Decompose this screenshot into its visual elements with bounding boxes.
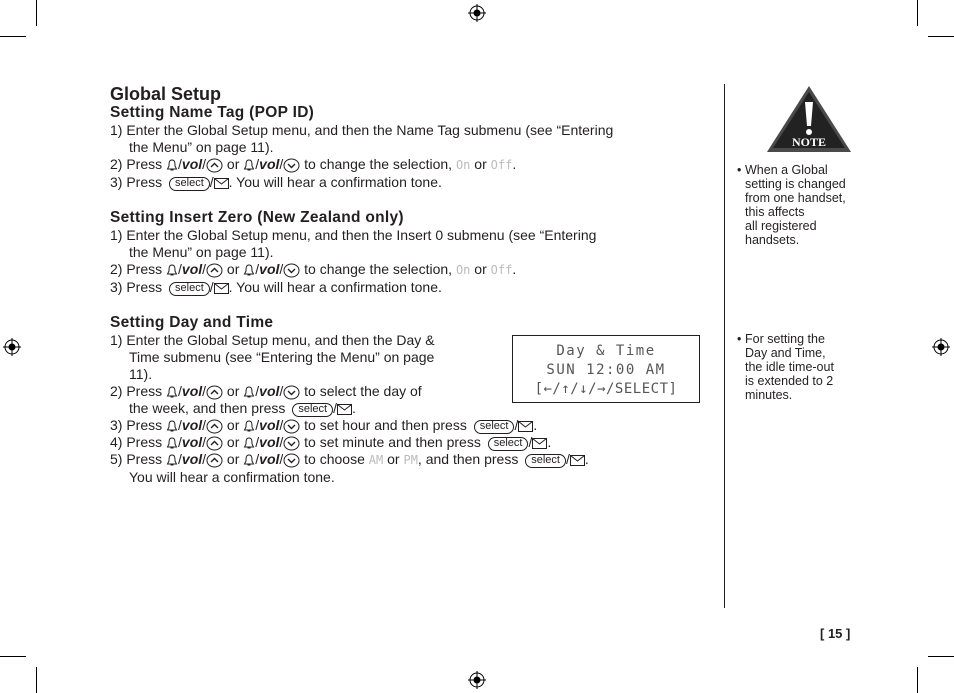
ringer-icon	[243, 264, 255, 277]
select-key-icon: select	[169, 177, 210, 191]
lcd-line: Day & Time	[556, 343, 656, 359]
page-title: Global Setup	[110, 84, 222, 104]
lcd-line: SUN 12:00 AM	[546, 362, 666, 378]
envelope-icon	[570, 455, 585, 466]
step-text: the Menu” on page 11).	[129, 244, 274, 260]
select-key-icon: select	[525, 454, 566, 468]
step-text: 11).	[129, 366, 153, 382]
ringer-icon	[243, 437, 255, 450]
step-text: 1) Enter the Global Setup menu, and then the Name Tag submenu (see “Entering	[110, 122, 614, 138]
up-arrow-button-icon	[206, 385, 223, 400]
envelope-icon	[532, 438, 547, 449]
envelope-icon	[214, 283, 229, 294]
svg-text:NOTE: NOTE	[791, 135, 827, 149]
step-text: the Menu” on page 11).	[129, 139, 274, 155]
main-content	[110, 84, 710, 486]
registration-mark-icon	[468, 4, 486, 22]
step-press-line: 2) Press /vol/ or /vol/ to change the selection, On or Off.	[110, 261, 517, 277]
down-arrow-button-icon	[283, 419, 300, 434]
step-press-line: 3) Press /vol/ or /vol/ to set hour and then press select / .	[110, 417, 538, 433]
ringer-icon	[166, 437, 178, 450]
note-bullet: • When a Global setting is changed from one handset, this affects all registered handsets.	[737, 163, 846, 247]
section-heading-day-time: Setting Day and Time	[110, 314, 274, 331]
step-press-line: 3) Press select / . You will hear a confirmation tone.	[110, 174, 442, 190]
up-arrow-button-icon	[206, 158, 223, 173]
envelope-icon	[518, 421, 533, 432]
ringer-icon	[166, 454, 178, 467]
step-text: Time submenu (see “Entering the Menu” on page	[129, 349, 435, 365]
step-text: 1) Enter the Global Setup menu, and then the Insert 0 submenu (see “Entering	[110, 227, 597, 243]
crop-mark	[928, 36, 954, 37]
step-press-line: the week, and then press select / .	[129, 400, 356, 416]
down-arrow-button-icon	[283, 263, 300, 278]
down-arrow-button-icon	[283, 385, 300, 400]
column-divider	[724, 84, 725, 608]
crop-mark	[36, 667, 37, 693]
step-text: You will hear a confirmation tone.	[129, 469, 335, 485]
select-key-icon: select	[292, 403, 333, 417]
ringer-icon	[243, 159, 255, 172]
lcd-display	[512, 335, 700, 403]
step-press-line: 3) Press select / . You will hear a confirmation tone.	[110, 279, 442, 295]
up-arrow-button-icon	[206, 453, 223, 468]
crop-mark	[928, 656, 954, 657]
ringer-icon	[166, 159, 178, 172]
section-heading-insert-zero: Setting Insert Zero (New Zealand only)	[110, 209, 404, 226]
select-key-icon: select	[474, 420, 515, 434]
ringer-icon	[243, 454, 255, 467]
step-press-line: 2) Press /vol/ or /vol/ to select the day of	[110, 383, 422, 399]
registration-mark-icon	[932, 338, 950, 356]
up-arrow-button-icon	[206, 419, 223, 434]
select-key-icon: select	[488, 437, 529, 451]
ringer-icon	[243, 386, 255, 399]
select-key-icon: select	[169, 282, 210, 296]
up-arrow-button-icon	[206, 436, 223, 451]
lcd-line: [←/↑/↓/→/SELECT]	[534, 381, 678, 397]
registration-mark-icon	[3, 338, 21, 356]
ringer-icon	[243, 420, 255, 433]
step-press-line: 5) Press /vol/ or /vol/ to choose AM or PM, and then press select / .	[110, 451, 589, 467]
registration-mark-icon	[468, 671, 486, 689]
step-text: 1) Enter the Global Setup menu, and then the Day &	[110, 332, 435, 348]
ringer-icon	[166, 420, 178, 433]
section-heading-name-tag: Setting Name Tag (POP ID)	[110, 104, 315, 121]
envelope-icon	[337, 404, 352, 415]
ringer-icon	[166, 264, 178, 277]
note-bullet: • For setting the Day and Time, the idle time-out is extended to 2 minutes.	[737, 332, 834, 402]
page-number: [ 15 ]	[820, 626, 851, 641]
ringer-icon	[166, 386, 178, 399]
note-warning-icon	[765, 84, 853, 154]
down-arrow-button-icon	[283, 158, 300, 173]
step-press-line: 4) Press /vol/ or /vol/ to set minute and then press select / .	[110, 434, 552, 450]
crop-mark	[0, 36, 26, 37]
down-arrow-button-icon	[283, 436, 300, 451]
up-arrow-button-icon	[206, 263, 223, 278]
envelope-icon	[214, 178, 229, 189]
down-arrow-button-icon	[283, 453, 300, 468]
step-press-line: 2) Press /vol/ or /vol/ to change the selection, On or Off.	[110, 156, 517, 172]
crop-mark	[917, 0, 918, 26]
crop-mark	[917, 667, 918, 693]
crop-mark	[0, 656, 26, 657]
crop-mark	[36, 0, 37, 26]
